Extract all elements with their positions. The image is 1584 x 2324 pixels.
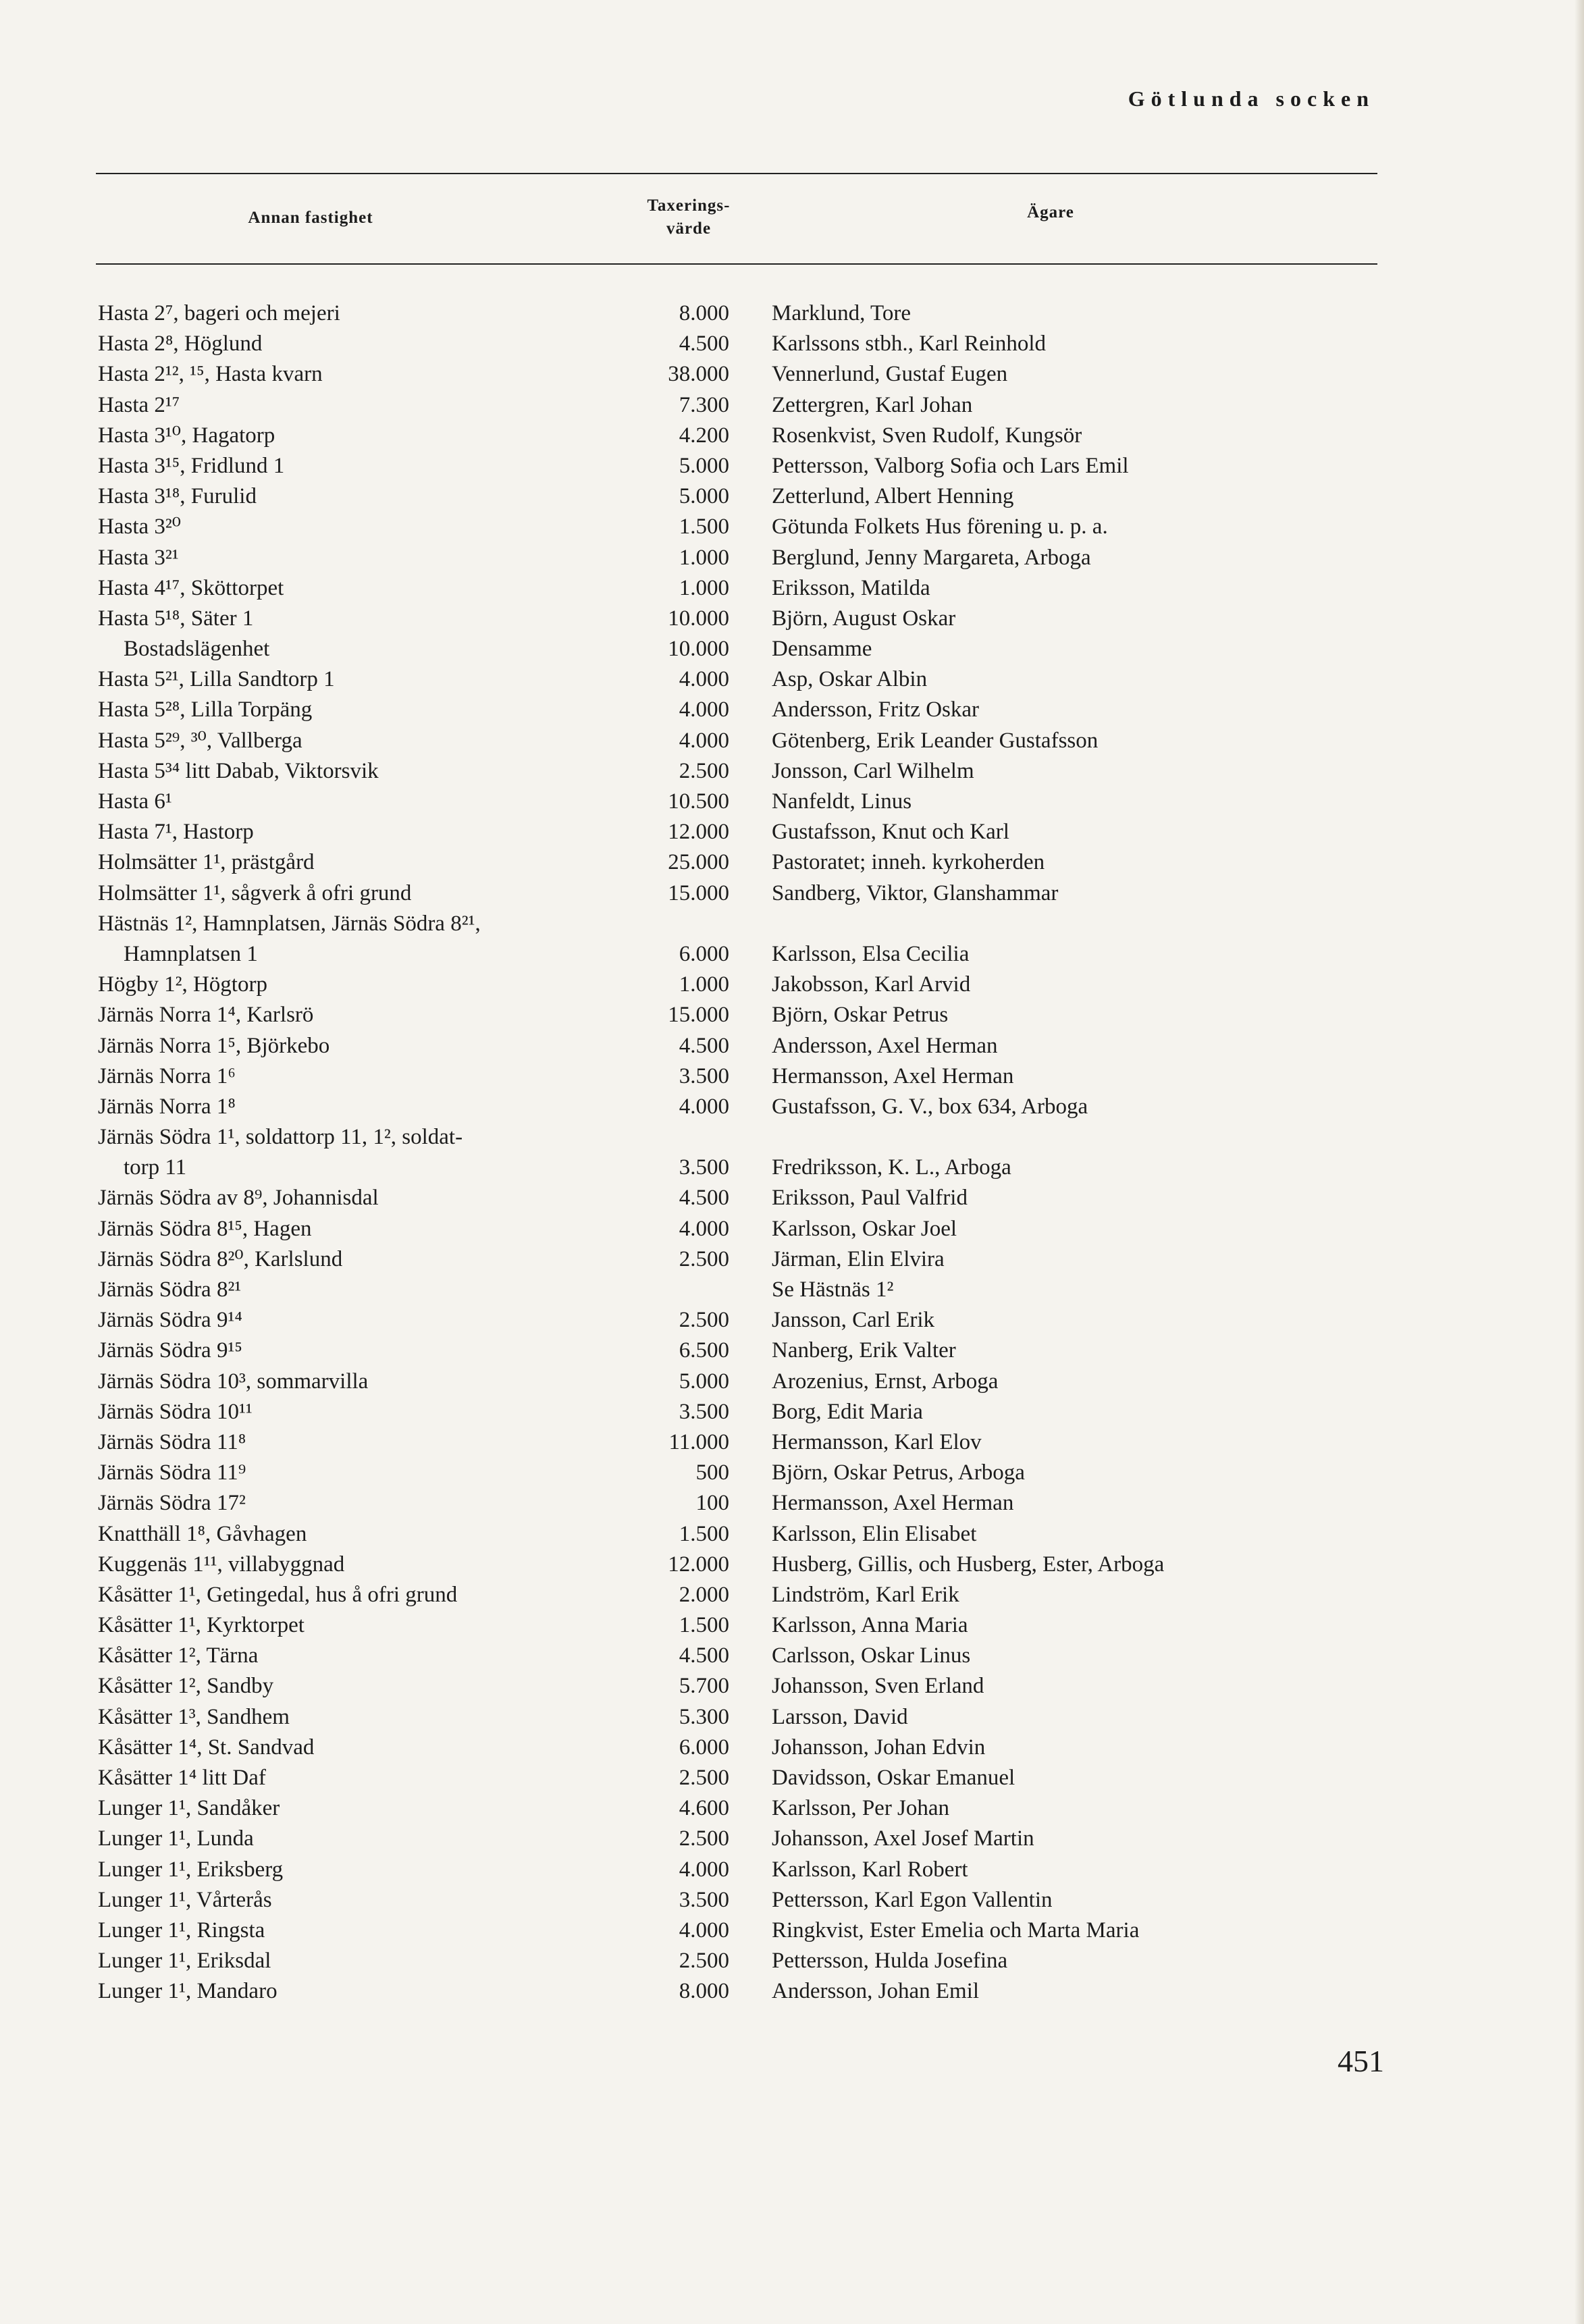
page-number: 451 <box>1338 2044 1384 2078</box>
table-row <box>0 970 1584 1000</box>
tax-value-cell: 2.500 <box>679 1826 729 1851</box>
property-cell: Lunger 1¹, Mandaro <box>98 1979 278 2004</box>
table-row <box>0 664 1584 695</box>
owner-cell: Hermansson, Axel Herman <box>772 1491 1014 1516</box>
table-row <box>0 1916 1584 1946</box>
property-cell: Järnäs Södra 8²⁰, Karlslund <box>98 1246 343 1271</box>
tax-value-cell: 500 <box>695 1460 729 1485</box>
property-cell: Hasta 7¹, Hastorp <box>98 820 254 845</box>
table-row <box>0 847 1584 878</box>
table-row <box>0 695 1584 725</box>
tax-value-cell: 1.500 <box>679 1521 729 1546</box>
owner-cell: Jakobsson, Karl Arvid <box>772 972 971 997</box>
property-cell: Järnäs Södra 8²¹ <box>98 1277 242 1302</box>
owner-cell: Husberg, Gillis, och Husberg, Ester, Arboga <box>772 1552 1165 1577</box>
tax-value-cell: 3.500 <box>679 1887 729 1912</box>
property-cell: Hasta 5¹⁸, Säter 1 <box>98 606 254 631</box>
table-row <box>0 726 1584 756</box>
table-row <box>0 573 1584 604</box>
tax-value-cell: 4.500 <box>679 1186 729 1211</box>
tax-value-cell: 100 <box>695 1491 729 1516</box>
property-cell: Lunger 1¹, Ringsta <box>98 1918 265 1943</box>
header-top-rule <box>96 173 1377 174</box>
owner-cell: Björn, Oskar Petrus, Arboga <box>772 1460 1025 1485</box>
tax-value-cell: 15.000 <box>668 880 729 905</box>
property-cell: Hasta 2¹⁷ <box>98 392 180 417</box>
table-row <box>0 1000 1584 1030</box>
property-cell: Hasta 3¹⁸, Furulid <box>98 484 257 509</box>
table-row <box>0 1061 1584 1092</box>
table-row <box>0 1214 1584 1244</box>
owner-cell: Sandberg, Viktor, Glanshammar <box>772 880 1059 905</box>
property-cell: Hasta 2¹², ¹⁵, Hasta kvarn <box>98 362 323 387</box>
property-cell: Lunger 1¹, Sandåker <box>98 1796 280 1821</box>
table-row <box>0 909 1584 939</box>
owner-cell: Vennerlund, Gustaf Eugen <box>772 362 1008 387</box>
tax-value-cell: 15.000 <box>668 1003 729 1028</box>
tax-value-cell: 4.000 <box>679 697 729 722</box>
table-row <box>0 1122 1584 1153</box>
table-row <box>0 878 1584 909</box>
owner-cell: Nanberg, Erik Valter <box>772 1338 956 1363</box>
owner-cell: Hermansson, Karl Elov <box>772 1429 982 1454</box>
property-cell: Hasta 3²¹ <box>98 545 179 570</box>
owner-cell: Karlsson, Anna Maria <box>772 1613 968 1638</box>
property-cell: Lunger 1¹, Eriksberg <box>98 1857 284 1882</box>
table-row <box>0 604 1584 634</box>
tax-value-cell: 5.000 <box>679 484 729 509</box>
table-row <box>0 1183 1584 1213</box>
property-cell: Kåsätter 1³, Sandhem <box>98 1704 290 1729</box>
tax-value-cell: 5.700 <box>679 1674 729 1699</box>
owner-cell: Götenberg, Erik Leander Gustafsson <box>772 728 1099 753</box>
table-row <box>0 1824 1584 1854</box>
owner-cell: Gustafsson, Knut och Karl <box>772 820 1009 845</box>
property-cell: Kåsätter 1⁴, St. Sandvad <box>98 1735 315 1760</box>
owner-cell: Karlsson, Karl Robert <box>772 1857 968 1882</box>
owner-cell: Andersson, Fritz Oskar <box>772 697 980 722</box>
tax-value-cell: 10.000 <box>668 606 729 631</box>
owner-cell: Pettersson, Hulda Josefina <box>772 1949 1008 1974</box>
owner-cell: Karlsson, Elsa Cecilia <box>772 941 970 966</box>
column-header-owner: Ägare <box>1027 203 1074 221</box>
tax-value-cell: 6.500 <box>679 1338 729 1363</box>
table-row <box>0 359 1584 390</box>
owner-cell: Zettergren, Karl Johan <box>772 392 973 417</box>
tax-value-cell: 11.000 <box>668 1429 729 1454</box>
tax-value-cell: 4.000 <box>679 667 729 692</box>
property-cell: Högby 1², Högtorp <box>98 972 267 997</box>
tax-value-cell: 2.500 <box>679 1949 729 1974</box>
table-row <box>0 1976 1584 2007</box>
table-row <box>0 756 1584 787</box>
owner-cell: Järman, Elin Elvira <box>772 1246 945 1271</box>
table-row <box>0 1855 1584 1885</box>
tax-value-cell: 1.500 <box>679 1613 729 1638</box>
tax-value-cell: 4.000 <box>679 1857 729 1882</box>
owner-cell: Fredriksson, K. L., Arboga <box>772 1155 1011 1180</box>
owner-cell: Pettersson, Valborg Sofia och Lars Emil <box>772 453 1129 478</box>
table-row <box>0 787 1584 817</box>
property-cell: Järnäs Norra 1⁵, Björkebo <box>98 1033 330 1058</box>
tax-value-cell: 8.000 <box>679 1979 729 2004</box>
tax-value-cell: 4.000 <box>679 728 729 753</box>
owner-cell: Karlsson, Oskar Joel <box>772 1216 957 1241</box>
property-cell: Kåsätter 1², Tärna <box>98 1643 259 1668</box>
property-cell: Holmsätter 1¹, sågverk å ofri grund <box>98 880 412 905</box>
property-cell: Hasta 4¹⁷, Sköttorpet <box>98 575 284 600</box>
owner-cell: Björn, August Oskar <box>772 606 956 631</box>
table-row <box>0 329 1584 359</box>
property-cell: Hasta 3¹⁵, Fridlund 1 <box>98 453 285 478</box>
property-cell: Hasta 5³⁴ litt Dabab, Viktorsvik <box>98 758 379 783</box>
property-cell: Hasta 2⁷, bageri och mejeri <box>98 301 340 325</box>
table-row <box>0 1367 1584 1397</box>
running-head: Götlunda socken <box>1128 86 1375 111</box>
tax-value-cell: 5.000 <box>679 453 729 478</box>
tax-value-cell: 12.000 <box>668 820 729 845</box>
tax-value-cell: 2.500 <box>679 758 729 783</box>
property-cell: Kåsätter 1¹, Kyrktorpet <box>98 1613 305 1638</box>
table-row <box>0 390 1584 421</box>
owner-cell: Davidsson, Oskar Emanuel <box>772 1766 1015 1790</box>
owner-cell: Nanfeldt, Linus <box>772 789 912 814</box>
table-row <box>0 1305 1584 1336</box>
property-cell: Järnäs Norra 1⁶ <box>98 1063 236 1088</box>
table-row <box>0 481 1584 512</box>
tax-value-cell: 25.000 <box>668 850 729 875</box>
tax-value-cell: 38.000 <box>668 362 729 387</box>
tax-value-cell: 6.000 <box>679 941 729 966</box>
property-cell: Knatthäll 1⁸, Gåvhagen <box>98 1521 307 1546</box>
tax-value-cell: 4.600 <box>679 1796 729 1821</box>
tax-value-cell: 5.000 <box>679 1369 729 1394</box>
owner-cell: Hermansson, Axel Herman <box>772 1063 1014 1088</box>
owner-cell: Larsson, David <box>772 1704 908 1729</box>
property-cell: Järnäs Södra 10³, sommarvilla <box>98 1369 369 1394</box>
table-row <box>0 451 1584 481</box>
tax-value-cell: 1.500 <box>679 514 729 539</box>
owner-cell: Lindström, Karl Erik <box>772 1582 959 1607</box>
property-cell: Järnäs Södra 9¹⁴ <box>98 1308 242 1333</box>
property-cell: Kåsätter 1², Sandby <box>98 1674 274 1699</box>
owner-cell: Marklund, Tore <box>772 301 912 325</box>
owner-cell: Andersson, Axel Herman <box>772 1033 998 1058</box>
owner-cell: Björn, Oskar Petrus <box>772 1003 949 1028</box>
table-row <box>0 543 1584 573</box>
table-row <box>0 512 1584 542</box>
tax-value-cell: 10.500 <box>668 789 729 814</box>
tax-value-cell: 7.300 <box>679 392 729 417</box>
owner-cell: Karlsson, Per Johan <box>772 1796 950 1821</box>
table-row <box>0 939 1584 970</box>
owner-cell: Johansson, Axel Josef Martin <box>772 1826 1034 1851</box>
property-cell: Bostadslägenhet <box>124 637 270 662</box>
property-cell: Hästnäs 1², Hamnplatsen, Järnäs Södra 8²¹, <box>98 911 481 936</box>
table-row <box>0 1641 1584 1671</box>
property-cell: Hasta 5²¹, Lilla Sandtorp 1 <box>98 667 335 692</box>
property-cell: Hasta 3²⁰ <box>98 514 182 539</box>
table-row <box>0 634 1584 664</box>
table-row <box>0 1702 1584 1733</box>
tax-value-cell: 3.500 <box>679 1063 729 1088</box>
property-cell: Järnäs Södra 10¹¹ <box>98 1399 253 1424</box>
column-header-property: Annan fastighet <box>248 209 373 227</box>
owner-cell: Zetterlund, Albert Henning <box>772 484 1014 509</box>
property-cell: Järnäs Södra av 8⁹, Johannisdal <box>98 1186 379 1211</box>
owner-cell: Eriksson, Paul Valfrid <box>772 1186 968 1211</box>
table-row <box>0 1244 1584 1275</box>
property-cell: Järnäs Södra 1¹, soldattorp 11, 1², soldat- <box>98 1125 463 1150</box>
table-row <box>0 1793 1584 1824</box>
tax-value-cell: 4.000 <box>679 1216 729 1241</box>
owner-cell: Johansson, Johan Edvin <box>772 1735 986 1760</box>
tax-value-cell: 10.000 <box>668 637 729 662</box>
owner-cell: Rosenkvist, Sven Rudolf, Kungsör <box>772 423 1082 448</box>
table-row <box>0 1031 1584 1061</box>
tax-value-cell: 2.500 <box>679 1308 729 1333</box>
tax-value-cell: 1.000 <box>679 575 729 600</box>
property-cell: Hasta 5²⁸, Lilla Torpäng <box>98 697 313 722</box>
table-row <box>0 1458 1584 1488</box>
property-cell: Lunger 1¹, Vårterås <box>98 1887 272 1912</box>
owner-cell: Pettersson, Karl Egon Vallentin <box>772 1887 1053 1912</box>
table-row <box>0 298 1584 329</box>
property-cell: Lunger 1¹, Eriksdal <box>98 1949 271 1974</box>
owner-cell: Arozenius, Ernst, Arboga <box>772 1369 999 1394</box>
owner-cell: Karlssons stbh., Karl Reinhold <box>772 332 1047 356</box>
header-bottom-rule <box>96 263 1377 265</box>
property-cell: Kuggenäs 1¹¹, villabyggnad <box>98 1552 345 1577</box>
table-row <box>0 1336 1584 1366</box>
tax-value-cell: 1.000 <box>679 545 729 570</box>
table-row <box>0 1763 1584 1793</box>
owner-cell: Borg, Edit Maria <box>772 1399 923 1424</box>
tax-value-cell: 2.500 <box>679 1246 729 1271</box>
owner-cell: Jansson, Carl Erik <box>772 1308 935 1333</box>
property-cell: Kåsätter 1¹, Getingedal, hus å ofri grund <box>98 1582 458 1607</box>
owner-cell: Johansson, Sven Erland <box>772 1674 984 1699</box>
owner-cell: Carlsson, Oskar Linus <box>772 1643 971 1668</box>
table-row <box>0 1550 1584 1580</box>
table-row <box>0 421 1584 451</box>
property-cell: Hasta 3¹⁰, Hagatorp <box>98 423 275 448</box>
tax-value-cell: 8.000 <box>679 301 729 325</box>
table-row <box>0 1427 1584 1458</box>
table-row <box>0 1519 1584 1550</box>
table-row <box>0 1488 1584 1518</box>
owner-cell: Andersson, Johan Emil <box>772 1979 980 2004</box>
owner-cell: Berglund, Jenny Margareta, Arboga <box>772 545 1091 570</box>
property-cell: Järnäs Södra 17² <box>98 1491 246 1516</box>
table-row <box>0 1153 1584 1183</box>
tax-value-cell: 4.500 <box>679 332 729 356</box>
table-row <box>0 1275 1584 1305</box>
owner-cell: Eriksson, Matilda <box>772 575 930 600</box>
owner-cell: Götunda Folkets Hus förening u. p. a. <box>772 514 1108 539</box>
owner-cell: Densamme <box>772 637 872 662</box>
tax-value-cell: 4.500 <box>679 1643 729 1668</box>
property-cell: torp 11 <box>124 1155 187 1180</box>
tax-value-cell: 3.500 <box>679 1399 729 1424</box>
tax-value-cell: 12.000 <box>668 1552 729 1577</box>
table-row <box>0 1671 1584 1701</box>
owner-cell: Se Hästnäs 1² <box>772 1277 894 1302</box>
table-row <box>0 1946 1584 1976</box>
tax-value-cell: 4.200 <box>679 423 729 448</box>
owner-cell: Asp, Oskar Albin <box>772 667 928 692</box>
tax-value-cell: 2.500 <box>679 1766 729 1790</box>
owner-cell: Jonsson, Carl Wilhelm <box>772 758 974 783</box>
table-row <box>0 1397 1584 1427</box>
tax-value-cell: 2.000 <box>679 1582 729 1607</box>
property-cell: Järnäs Södra 9¹⁵ <box>98 1338 242 1363</box>
owner-cell: Gustafsson, G. V., box 634, Arboga <box>772 1094 1088 1119</box>
property-cell: Hasta 5²⁹, ³⁰, Vallberga <box>98 728 302 753</box>
tax-value-cell: 6.000 <box>679 1735 729 1760</box>
owner-cell: Ringkvist, Ester Emelia och Marta Maria <box>772 1918 1140 1943</box>
tax-value-cell: 4.000 <box>679 1094 729 1119</box>
table-row <box>0 1092 1584 1122</box>
property-cell: Järnäs Norra 1⁴, Karlsrö <box>98 1003 314 1028</box>
property-cell: Järnäs Södra 8¹⁵, Hagen <box>98 1216 312 1241</box>
tax-value-cell: 1.000 <box>679 972 729 997</box>
property-cell: Järnäs Norra 1⁸ <box>98 1094 236 1119</box>
owner-cell: Karlsson, Elin Elisabet <box>772 1521 977 1546</box>
register-table <box>0 298 1584 2007</box>
property-cell: Hasta 6¹ <box>98 789 172 814</box>
tax-value-cell: 5.300 <box>679 1704 729 1729</box>
property-cell: Holmsätter 1¹, prästgård <box>98 850 315 875</box>
table-row <box>0 817 1584 847</box>
tax-value-cell: 4.000 <box>679 1918 729 1943</box>
table-row <box>0 1580 1584 1610</box>
column-header-value: Taxerings- värde <box>647 196 731 238</box>
tax-value-cell: 4.500 <box>679 1033 729 1058</box>
tax-value-cell: 3.500 <box>679 1155 729 1180</box>
property-cell: Hamnplatsen 1 <box>124 941 258 966</box>
property-cell: Järnäs Södra 11⁸ <box>98 1429 246 1454</box>
table-row <box>0 1610 1584 1641</box>
table-row <box>0 1885 1584 1916</box>
owner-cell: Pastoratet; inneh. kyrkoherden <box>772 850 1045 875</box>
property-cell: Lunger 1¹, Lunda <box>98 1826 254 1851</box>
property-cell: Hasta 2⁸, Höglund <box>98 332 263 356</box>
property-cell: Kåsätter 1⁴ litt Daf <box>98 1766 266 1790</box>
property-cell: Järnäs Södra 11⁹ <box>98 1460 246 1485</box>
table-row <box>0 1733 1584 1763</box>
